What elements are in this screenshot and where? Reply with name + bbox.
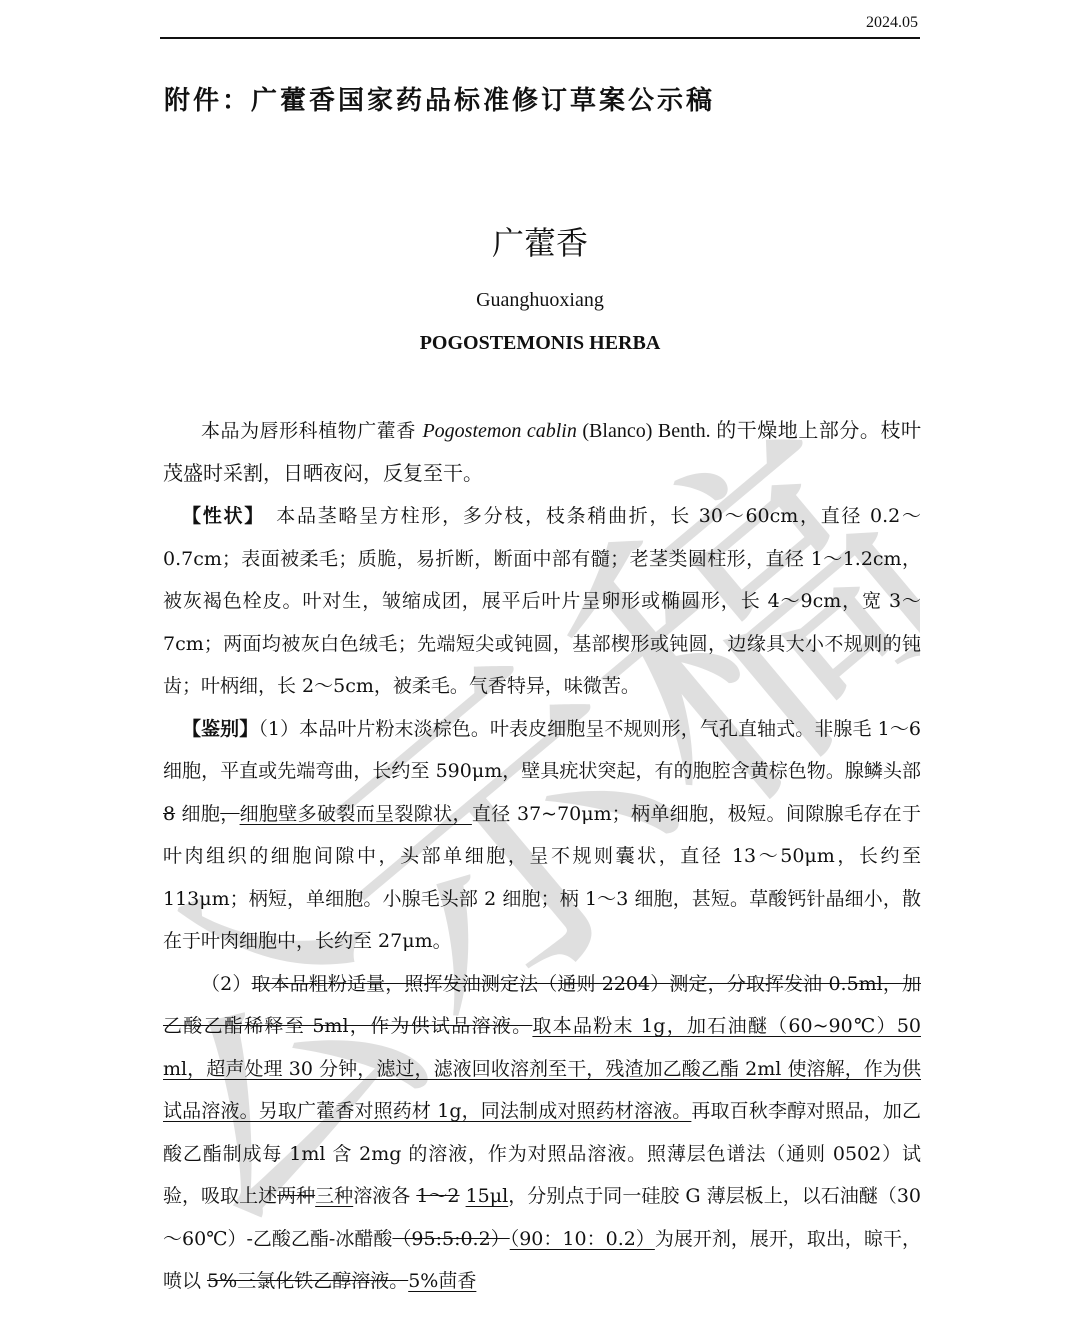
ident2-text-g: 溶液各 — [353, 1185, 417, 1207]
inserted-text: （90：10：0.2） — [509, 1227, 655, 1250]
ident2-text-n: 为展开剂，展开，取出，晾干，喷以 — [163, 1227, 921, 1292]
header-rule — [160, 37, 920, 39]
inserted-text: 取本品粉末 1g，加石油醚（60~90℃）50 ml，超声处理 30 分钟，滤过，滤液回收溶剂至干，残渣加乙酸乙酯 2ml 使溶解，作为供试品溶液。另取广藿香对照药材 1g，同法制成对照药材溶液。 — [163, 1015, 921, 1122]
deleted-text: 5%三氯化铁乙醇溶液。 — [207, 1270, 409, 1292]
pinyin-name: Guanghuoxiang — [476, 289, 604, 311]
species-name: Pogostemon cablin — [422, 420, 577, 442]
source-text-c: (Blanco) Benth. 的干燥地上部分。枝叶茂盛时采割，日晒夜闷，反复至干。 — [163, 420, 922, 485]
inserted-text: 5%茴香 — [408, 1270, 477, 1292]
source-paragraph — [163, 410, 921, 495]
identification-paragraph-2 — [163, 963, 921, 1303]
deleted-text: （95:5:0.2） — [392, 1227, 510, 1250]
header-date: 2024.05 — [866, 14, 918, 31]
watermark-text: 公示稿 — [160, 373, 920, 1304]
deleted-text: 两种 — [277, 1185, 316, 1207]
identification-paragraph-1 — [163, 708, 921, 963]
inserted-text: 15μl — [465, 1185, 509, 1207]
description-paragraph — [163, 495, 921, 708]
description-text: 本品茎略呈方柱形，多分枝，枝条稍曲折，长 30～60cm，直径 0.2～0.7cm；表面被柔毛；质脆，易折断，断面中部有髓；老茎类圆柱形，直径 1～1.2cm，被灰褐色栓皮。叶对生，皱缩成团，展平后叶片呈卵形或椭圆形，长 4～9cm，宽 3～7cm；两面均被灰白色绒毛；先端短尖或钝圆，基部楔形或钝圆，边缘具大小不规则的钝齿；叶柄细，长 2～5cm，被柔毛。气香特异，味微苦。 — [163, 505, 921, 697]
annex-title: 附件：广藿香国家药品标准修订草案公示稿 — [164, 86, 716, 116]
deleted-text: ， — [220, 802, 240, 825]
deleted-text: 1～2 — [416, 1185, 460, 1207]
ident1-text-f: 直径 37~70μm；柄单细胞，极短。间隙腺毛存在于叶肉组织的细胞间隙中，头部单细胞，呈不规则囊状，直径 13～50μm，长约至 113μm；柄短，单细胞。小腺毛头部 2 细胞；柄 1～3 细胞，甚短。草酸钙针晶细小，散在于叶肉细胞中，长约至 27μm。 — [163, 802, 921, 952]
ident2-text-d: 再取百秋李醇对照品，加乙酸乙酯制成每 1ml 含 2mg 的溶液，作为对照品溶液。照薄层色谱法（通则 0502）试验，吸取上述 — [163, 1100, 921, 1207]
ident1-text-a: （1）本品叶片粉末淡棕色。叶表皮细胞呈不规则形，气孔直轴式。非腺毛 1～6 细胞，平直或先端弯曲，长约至 590μm，壁具疣状突起，有的胞腔含黄棕色物。腺鳞头部 — [163, 717, 921, 782]
source-text-a: 本品为唇形科植物广藿香 — [201, 420, 423, 442]
page-title: 广藿香 — [491, 224, 588, 262]
deleted-text: 8 — [163, 802, 176, 825]
latin-name: POGOSTEMONIS HERBA — [419, 332, 661, 354]
inserted-text: 细胞壁多破裂而呈裂隙状， — [239, 802, 472, 825]
monograph-body — [163, 410, 921, 1303]
ident1-text-c: 细胞 — [175, 802, 221, 825]
identification-heading: 【鉴别】 — [182, 717, 259, 740]
ident2-text-a: （2） — [201, 972, 252, 995]
description-heading: 【性状】 — [182, 505, 256, 527]
ident2-text-k: ，分别点于同一硅胶 G 薄层板上，以石油醚（30～60℃）-乙酸乙酯-冰醋酸 — [163, 1185, 921, 1250]
inserted-text: 三种 — [315, 1185, 354, 1207]
deleted-text: 取本品粗粉适量，照挥发油测定法（通则 2204）测定，分取挥发油 0.5ml，加乙酸乙酯稀释至 5ml，作为供试品溶液。 — [163, 972, 921, 1037]
